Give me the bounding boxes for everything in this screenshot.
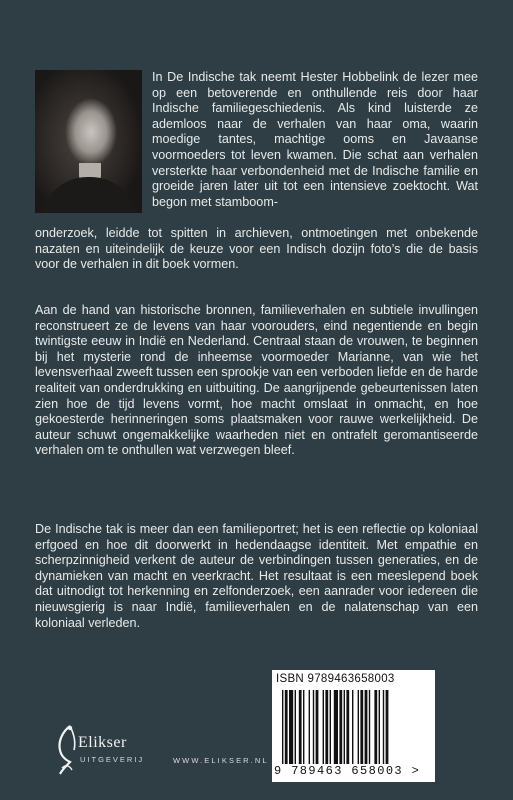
isbn-label: ISBN 9789463658003 [276, 673, 395, 685]
barcode-digits: 9 789463 658003 > [274, 764, 421, 778]
blurb-paragraph-3: De Indische tak is meer dan een familieportret; het is een reflectie op koloniaal erfgoed en hoe dit doorwerkt in hedendaagse identiteit. Met empathie en scherpzinnigheid verkent de auteur de verbindingen tussen generaties, en de dynamieken van macht en veerkracht. Het resultaat is een meeslepend boek dat uitnodigt tot herkenning en zelfonderzoek, een aanrader voor iedereen die nieuwsgierig is naar Indië, familieverhalen en de nalatenschap van een koloniaal verleden. [35, 522, 478, 630]
barcode-icon [282, 690, 428, 764]
blurb-paragraph-1: In De Indische tak neemt Hester Hobbelink de lezer mee op een betoverende en onthullende reis door haar Indische familiegeschiedenis. Als kind luisterde ze ademloos naar de verhalen van haar oma, waarin moedige tantes, machtige ooms en Javaanse voormoeders tot leven kwamen. Die schat aan verhalen versterkte haar verbondenheid met de Indische familie en groeide jaren later uit tot een intensieve zoektocht. Wat begon met stamboom- [152, 70, 478, 209]
author-photo [35, 70, 142, 213]
publisher-name: Elikser [78, 734, 127, 751]
blurb-paragraph-2: Aan de hand van historische bronnen, familieverhalen en subtiele invullingen reconstrueert ze de levens van haar voorouders, eind negentiende en begin twintigste eeuw in Indië en Nederland. Centraal staan de vrouwen, te beginnen bij het mysterie rond de inheemse voormoeder Marianne, van wie het levensverhaal zweeft tussen een sprookje van een verboden liefde en de harde realiteit van onderdrukking en uitbuiting. De aangrijpende gebeurtenissen laten zien hoe de tijd levens vormt, hoe macht omslaat in onmacht, en hoe gekoesterde herinneringen soms plaatsmaken voor rauwe werkelijkheid. De auteur schuwt ongemakkelijke waarheden niet en ontrafelt geromantiseerde verhalen om te onthullen wat verzwegen bleef. [35, 303, 478, 458]
publisher-subtitle: UITGEVERIJ [80, 755, 145, 764]
isbn-barcode-box [272, 670, 435, 782]
blurb-paragraph-1-continued: onderzoek, leidde tot spitten in archieven, ontmoetingen met onbekende nazaten en uiteindelijk de keuze voor een Indisch dozijn foto’s die de basis voor de verhalen in dit boek vormen. [35, 226, 478, 272]
publisher-website: WWW.ELIKSER.NL [173, 756, 269, 765]
